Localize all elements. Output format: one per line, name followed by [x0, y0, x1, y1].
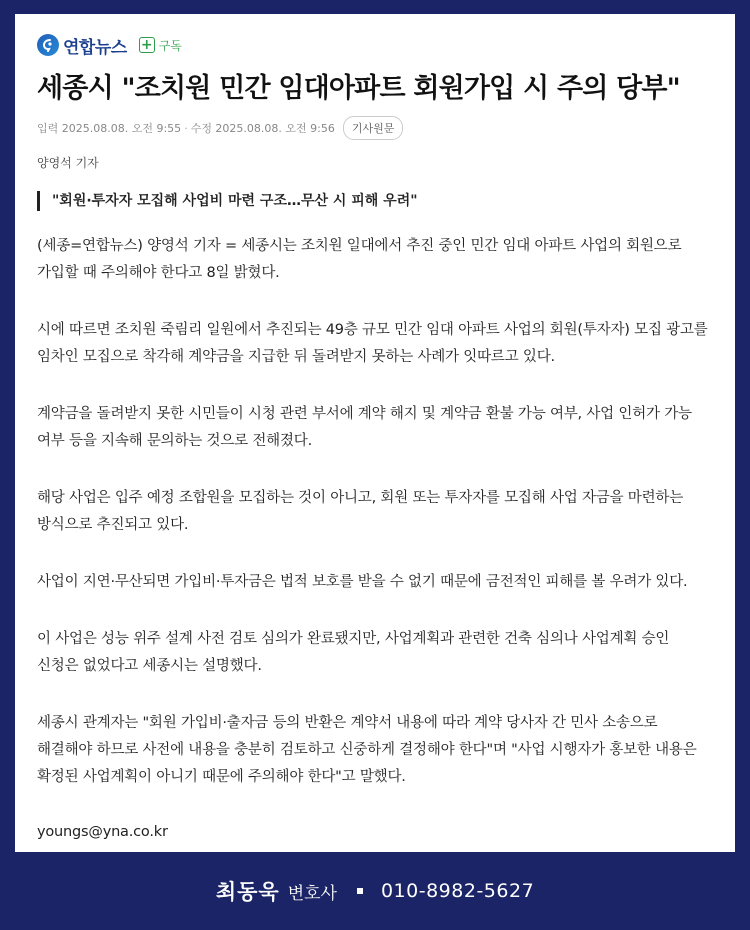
lawyer-name: 최동욱	[215, 880, 280, 904]
published-time: 입력 2025.08.08. 오전 9:55	[37, 122, 182, 135]
yonhap-logo[interactable]	[37, 33, 127, 58]
original-article-button[interactable]: 기사원문	[343, 116, 404, 140]
lawyer-title: 변호사	[287, 883, 337, 904]
article-paragraph: 계약금을 돌려받지 못한 시민들이 시청 관련 부서에 계약 해지 및 계약금 환불 가능 여부, 사업 인허가 가능 여부 등을 지속해 문의하는 것으로 전해졌다.	[37, 406, 692, 449]
logo-text: 연합뉴스	[63, 37, 127, 58]
article-header-bar	[37, 32, 715, 58]
article-paragraph: 이 사업은 성능 위주 설계 사전 검토 심의가 완료됐지만, 사업계획과 관련한 건축 심의나 사업계획 승인 신청은 없었다고 세종시는 설명했다.	[37, 631, 670, 674]
article-paragraph: 시에 따르면 조치원 죽림리 일원에서 추진되는 49층 규모 민간 임대 아파트 사업의 회원(투자자) 모집 광고를 임차인 모집으로 착각해 계약금을 지급한 뒤 돌려받지 못하는 사례가 잇따르고 있다.	[37, 322, 708, 365]
plus-square-icon: +	[139, 37, 155, 53]
article-paragraph: 사업이 지연·무산되면 가입비·투자금은 법적 보호를 받을 수 없기 때문에 금전적인 피해를 볼 우려가 있다.	[37, 574, 688, 590]
article-paragraph: 세종시 관계자는 "회원 가입비·출자금 등의 반환은 계약서 내용에 따라 계약 당사자 간 민사 소송으로 해결해야 하므로 사전에 내용을 충분히 검토하고 신중하게 결정해야 한다"며 "사업 시행자가 홍보한 내용은 확정된 사업계획이 아니기 때문에 주의해야 한다"고 말했다.	[37, 715, 697, 785]
phone-number[interactable]: 010-8982-5627	[380, 880, 535, 902]
article-paragraph: 해당 사업은 입주 예정 조합원을 모집하는 것이 아니고, 회원 또는 투자자를 모집해 사업 자금을 마련하는 방식으로 추진되고 있다.	[37, 490, 684, 533]
yonhap-logo-icon	[37, 34, 59, 56]
meta-separator: ·	[184, 121, 188, 135]
square-bullet-icon	[357, 888, 363, 894]
article-body	[37, 233, 715, 846]
article-title: 세종시 "조치원 민간 임대아파트 회원가입 시 주의 당부"	[37, 73, 680, 104]
modified-time: 수정 2025.08.08. 오전 9:56	[190, 122, 335, 135]
subscribe-button[interactable]	[139, 37, 182, 54]
article-card	[15, 14, 735, 852]
lawyer-contact-banner	[0, 852, 750, 930]
article-meta	[37, 116, 715, 140]
reporter-email[interactable]: youngs@yna.co.kr	[37, 824, 168, 840]
article-paragraph: (세종=연합뉴스) 양영석 기자 = 세종시는 조치원 일대에서 추진 중인 민간 임대 아파트 사업의 회원으로 가입할 때 주의해야 한다고 8일 밝혔다.	[37, 238, 682, 281]
article-subtitle: "회원·투자자 모집해 사업비 마련 구조…무산 시 피해 우려"	[37, 191, 715, 211]
reporter-name[interactable]: 양영석 기자	[37, 156, 99, 170]
subscribe-label: 구독	[158, 38, 182, 53]
